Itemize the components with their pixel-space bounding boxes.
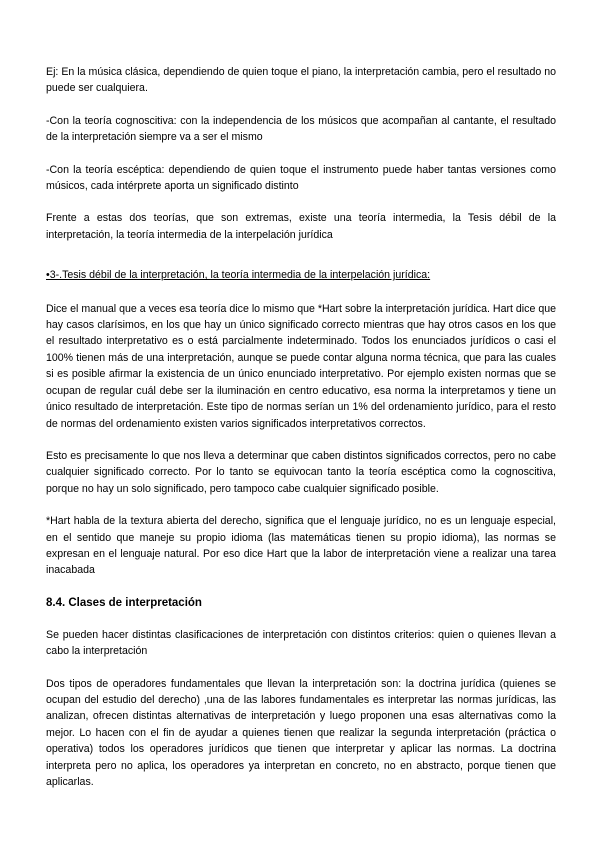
paragraph-hart-open-texture: *Hart habla de la textura abierta del derecho, significa que el lenguaje jurídico, no es un lenguaje especial, en el sentido que maneje su propio idioma (las matemáticas tienen su propio idioma), las normas se expresan en el lenguaje natural. Por eso dice Hart que la labor de interpretación viene a realizar una tarea inacabada [46, 515, 556, 577]
paragraph-operators: Dos tipos de operadores fundamentales que llevan la interpretación son: la doctrina jurídica (quienes se ocupan del estudio del derecho) ,una de las labores fundamentales es interpretar las normas jurídicas, las analizan, ofrecen distintas alternativas de interpretación y luego proponen una esas alternativas como la mejor. Lo hacen con el fin de ayudar a quienes tienen que realizar la segunda interpretación (práctica o operativa) todos los operadores jurídicos que tienen que interpretar y aplicar las normas. La doctrina interpreta pero no aplica, los operadores ya interpretan en concreto, no en abstracto, porque tienen que aplicarlas. [46, 677, 556, 788]
paragraph-distinct-meanings: Esto es precisamente lo que nos lleva a determinar que caben distintos significados correctos, pero no cabe cualquier significado correcto. Por lo tanto se equivocan tanto la teoría escéptica como la cognoscitiva, porque no hay un solo significado, pero tampoco cabe cualquier significado posible. [46, 449, 556, 495]
paragraph-example-music: Ej: En la música clásica, dependiendo de quien toque el piano, la interpretación cambia, pero el resultado no puede ser cualquiera. [46, 66, 556, 95]
heading-clases-interpretacion: 8.4. Clases de interpretación [46, 596, 202, 609]
paragraph-cognitive-theory: -Con la teoría cognoscitiva: con la independencia de los músicos que acompañan al cantante, el resultado de la interpretación siempre va a ser el mismo [46, 114, 556, 144]
paragraph-skeptical-theory: -Con la teoría escéptica: dependiendo de quien toque el instrumento puede haber tantas versiones como músicos, cada intérprete aporta un significado distinto [46, 163, 556, 193]
paragraph-hart-manual: Dice el manual que a veces esa teoría dice lo mismo que *Hart sobre la interpretación jurídica. Hart dice que hay casos clarísimos, en los que hay un único significado correcto mientras que hay otros casos en los que el resultado interpretativo es o está parcialmente indeterminado. Todos los enunciados jurídicos o casi el 100% tienen más de una interpretación, aunque se puede contar alguna norma técnica, que para las cuales si es posible afirmar la existencia de un único enunciado interpretativo. Por ejemplo existen normas que se ocupan de regular cuál debe ser la iluminación en centro educativo, esa norma la interpretamos y tiene un único resultado de interpretación. Este tipo de normas serían un 1% del ordenamiento jurídico, para el resto de normas del ordenamiento existen varios significados interpretativos correctos. [46, 302, 556, 430]
section-heading-text: •3-.Tesis débil de la interpretación, la teoría intermedia de la interpelación jurídica: [46, 269, 431, 282]
section-heading-weak-thesis [46, 267, 556, 283]
paragraph-intermediate-intro: Frente a estas dos teorías, que son extremas, existe una teoría intermedia, la Tesis débil de la interpretación, la teoría intermedia de la interpelación jurídica [46, 212, 556, 241]
document-body [46, 64, 556, 806]
paragraph-classifications: Se pueden hacer distintas clasificaciones de interpretación con distintos criterios: quien o quienes llevan a cabo la interpretación [46, 628, 556, 658]
